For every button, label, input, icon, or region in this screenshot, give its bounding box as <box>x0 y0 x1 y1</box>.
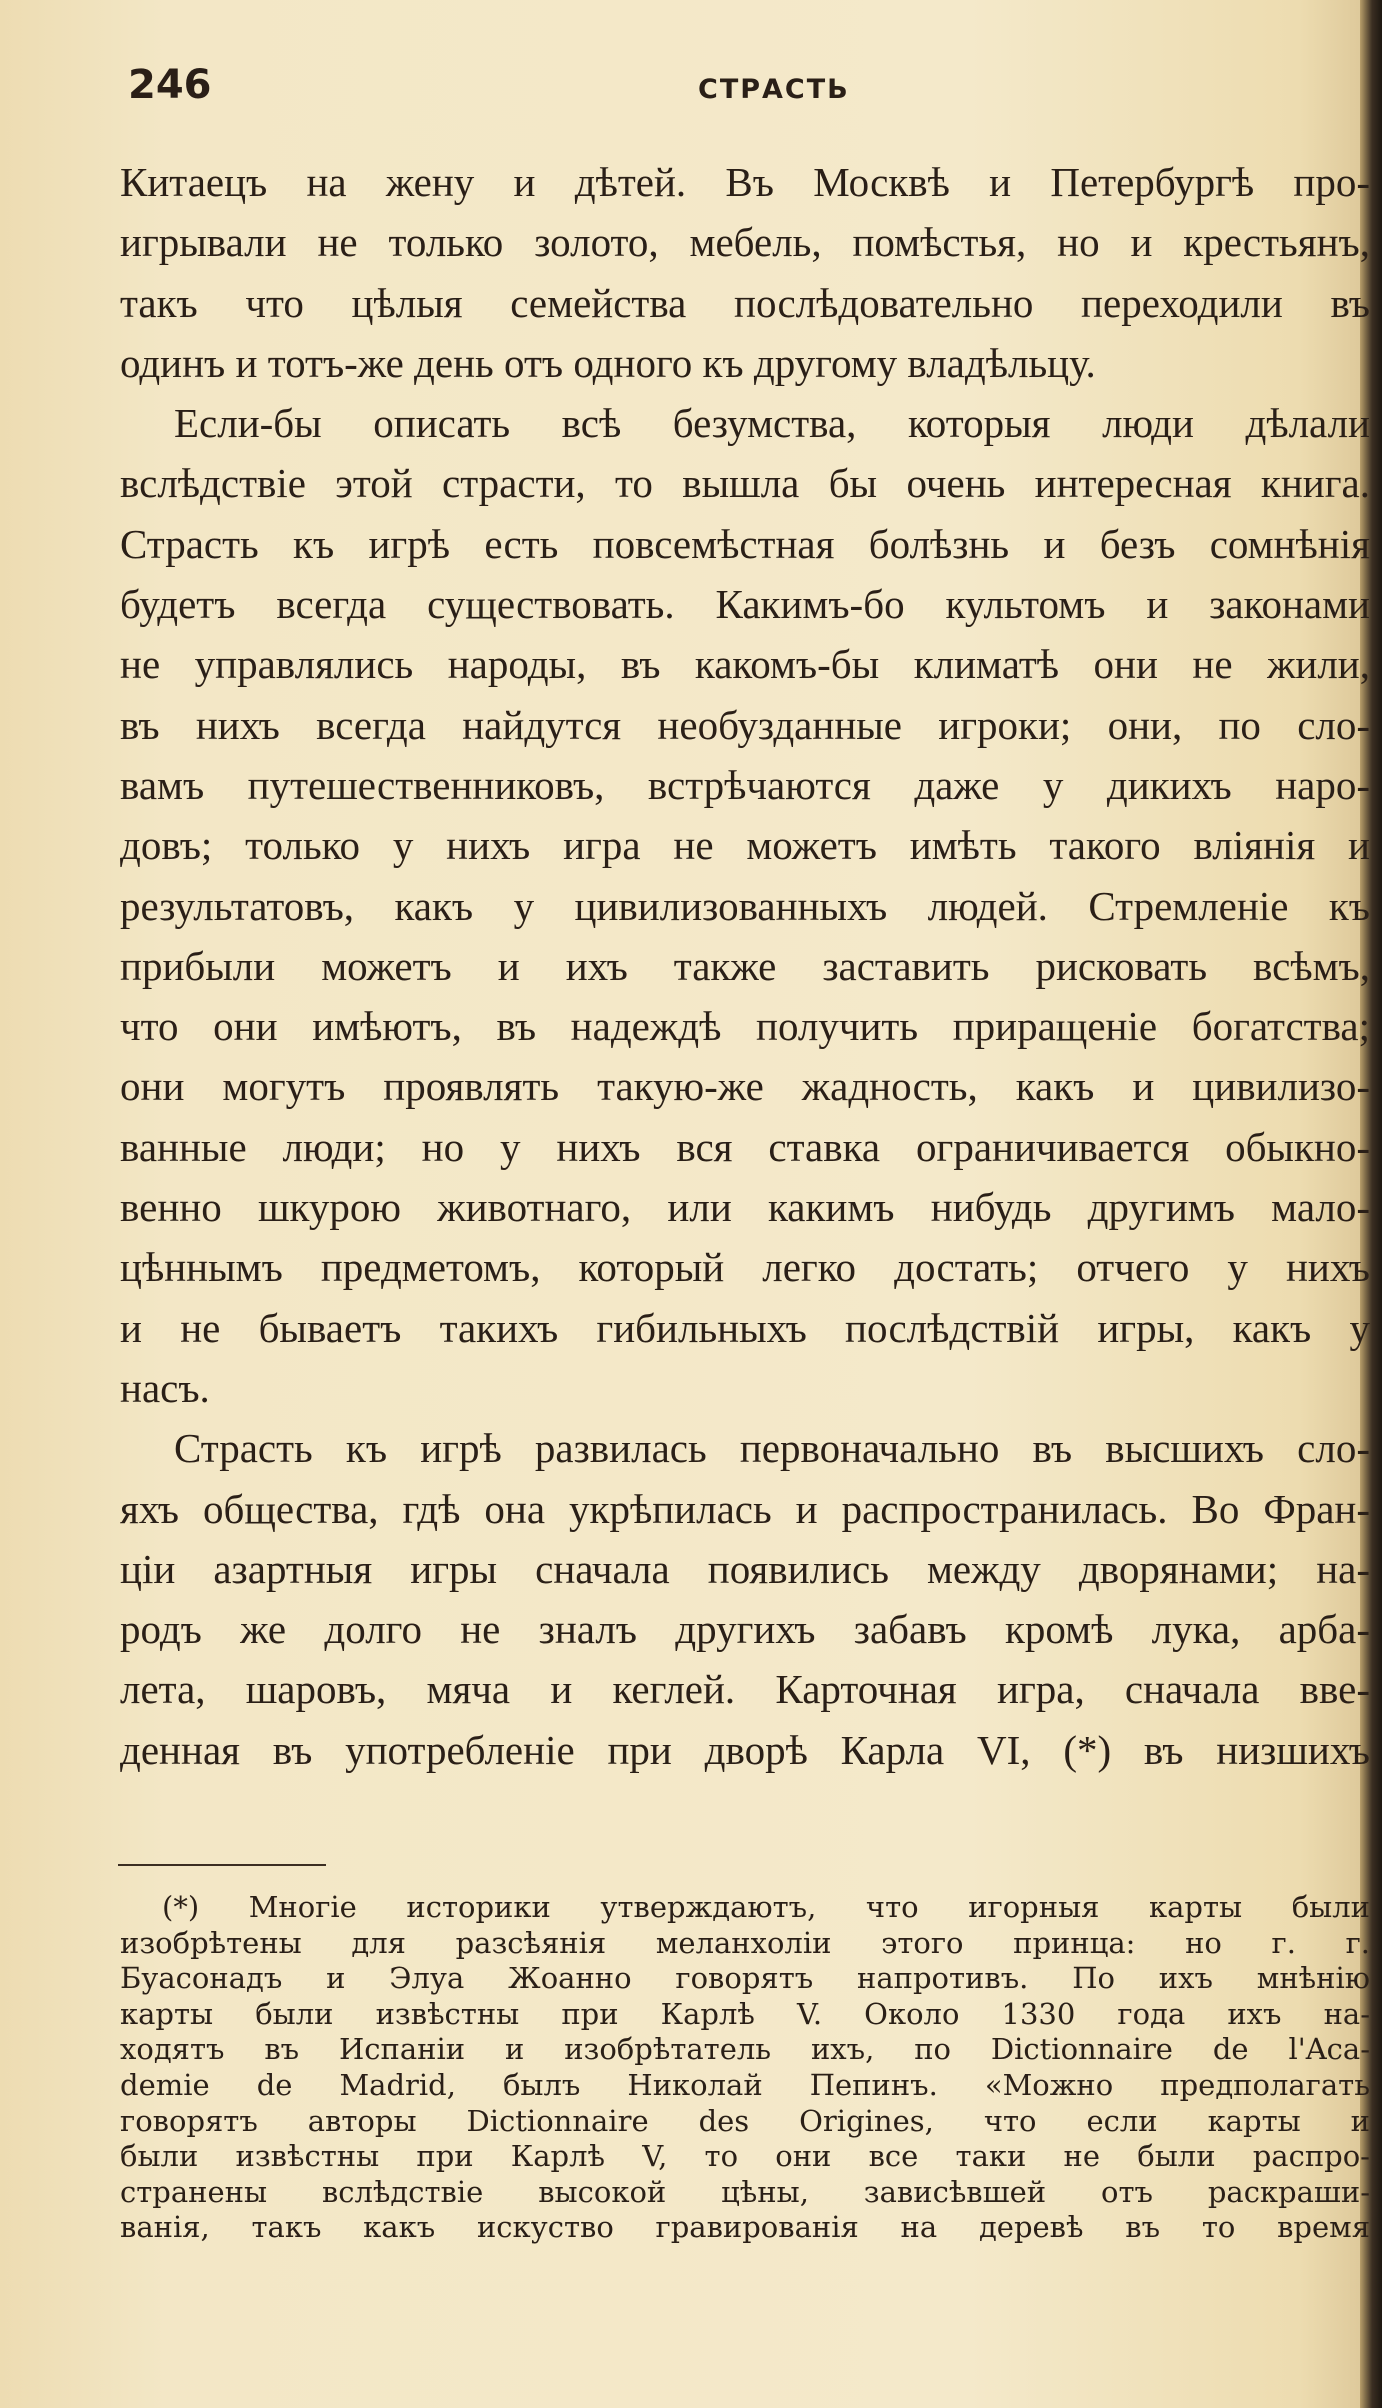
text-line: они могутъ проявлять такую-же жадность, какъ и цивилизо- <box>120 1063 1370 1110</box>
footnote-line: ванія, такъ какъ искуство гравированія на деревѣ въ то время <box>120 2210 1370 2245</box>
text-line: такъ что цѣлыя семейства послѣдовательно переходили въ <box>120 279 1370 326</box>
text-line: вамъ путешественниковъ, встрѣчаются даже у дикихъ наро- <box>120 761 1370 808</box>
footnote-line: говорятъ авторы Dictionnaire des Origines, что если карты и <box>120 2103 1370 2138</box>
text-line: яхъ общества, гдѣ она укрѣпилась и распространилась. Во Фран- <box>120 1485 1370 1532</box>
main-text <box>120 152 1370 1780</box>
footnote-line: Буасонадъ и Элуа Жоанно говорятъ напротивъ. По ихъ мнѣнію <box>120 1961 1370 1996</box>
text-line: прибыли можетъ и ихъ также заставить рисковать всѣмъ, <box>120 942 1370 989</box>
text-line: денная въ употребленіе при дворѣ Карла VI, (*) въ низшихъ <box>120 1726 1370 1773</box>
text-line: не управлялись народы, въ какомъ-бы климатѣ они не жили, <box>120 641 1370 688</box>
text-line: игрывали не только золото, мебель, помѣстья, но и крестьянъ, <box>120 219 1370 266</box>
footnote-line: карты были извѣстны при Карлѣ V. Около 1330 года ихъ на- <box>120 1996 1370 2031</box>
text-line: ціи азартныя игры сначала появились между дворянами; на- <box>120 1545 1370 1592</box>
text-line: вслѣдствіе этой страсти, то вышла бы очень интересная книга. <box>120 460 1370 507</box>
text-line: результатовъ, какъ у цивилизованныхъ людей. Стремленіе къ <box>120 882 1370 929</box>
footnote-line: странены вслѣдствіе высокой цѣны, зависѣвшей отъ раскраши- <box>120 2174 1370 2209</box>
text-line: въ нихъ всегда найдутся необузданные игроки; они, по сло- <box>120 701 1370 748</box>
text-line: что они имѣютъ, въ надеждѣ получить приращеніе богатства; <box>120 1003 1370 1050</box>
text-line: ванные люди; но у нихъ вся ставка ограничивается обыкно- <box>120 1123 1370 1170</box>
footnote-line: были извѣстны при Карлѣ V, то они все таки не были распро- <box>120 2139 1370 2174</box>
page-number: 246 <box>128 62 212 108</box>
text-line: Страсть къ игрѣ есть повсемѣстная болѣзнь и безъ сомнѣнія <box>120 520 1370 567</box>
text-line: цѣннымъ предметомъ, который легко достать; отчего у нихъ <box>120 1244 1370 1291</box>
footnote <box>120 1890 1370 2246</box>
text-line: лета, шаровъ, мяча и кеглей. Карточная игра, сначала вве- <box>120 1666 1370 1713</box>
text-line: и не бываетъ такихъ гибильныхъ послѣдствій игры, какъ у <box>120 1304 1370 1351</box>
footnote-line: ходятъ въ Испаніи и изобрѣтатель ихъ, по Dictionnaire de l'Aca- <box>120 2032 1370 2067</box>
footnote-line: изобрѣтены для разсѣянія меланхоліи этого принца: но г. г. <box>120 1925 1370 1960</box>
running-title: СТРАСТЬ <box>698 74 850 105</box>
footnote-line: demie de Madrid, былъ Николай Пепинъ. «Можно предполагать <box>120 2067 1370 2102</box>
text-line: Страсть къ игрѣ развилась первоначально въ высшихъ сло- <box>174 1425 1370 1472</box>
text-line: будетъ всегда существовать. Какимъ-бо культомъ и законами <box>120 581 1370 628</box>
text-line: Если-бы описать всѣ безумства, которыя люди дѣлали <box>174 400 1370 447</box>
text-line: Китаецъ на жену и дѣтей. Въ Москвѣ и Петербургѣ про- <box>120 159 1370 205</box>
text-line: венно шкурою животнаго, или какимъ нибудь другимъ мало- <box>120 1184 1370 1231</box>
text-line: одинъ и тотъ-же день отъ одного къ другому владѣльцу. <box>120 339 1096 386</box>
text-line: родъ же долго не зналъ другихъ забавъ кромѣ лука, арба- <box>120 1606 1370 1653</box>
text-line: насъ. <box>120 1364 210 1411</box>
text-line: довъ; только у нихъ игра не можетъ имѣть такого вліянія и <box>120 822 1370 869</box>
footnote-divider <box>118 1864 326 1866</box>
footnote-line: (*) Многіе историки утверждаютъ, что игорныя карты были <box>162 1890 1370 1924</box>
page-header <box>118 62 1358 122</box>
